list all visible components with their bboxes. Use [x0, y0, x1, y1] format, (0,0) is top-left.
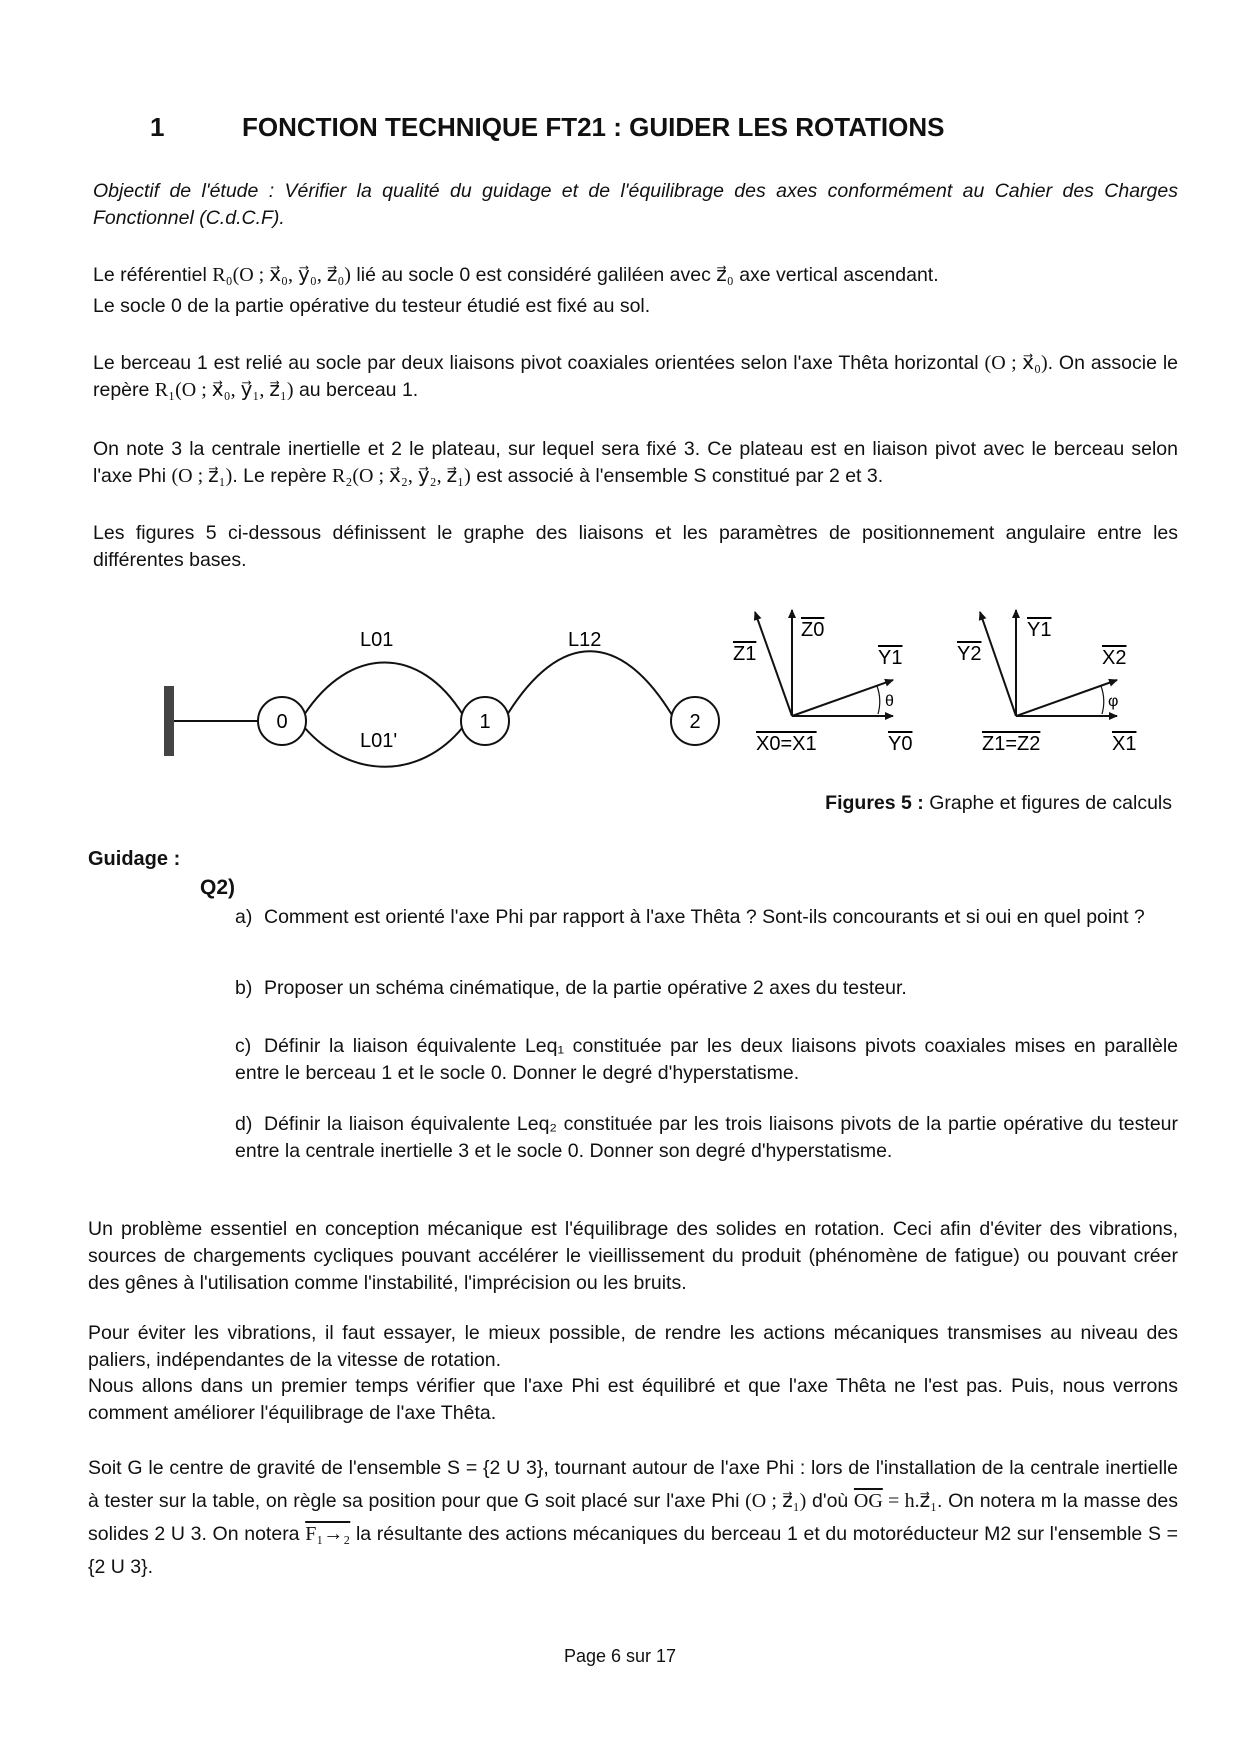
text: la résultante des actions mécaniques du berceau 1 et du motoréducteur M2 sur l'ensemble S = {2 U 3}.	[88, 1523, 1179, 1578]
gravity-paragraph	[88, 1452, 1178, 1584]
math-axis: (O ; z⃗₁)	[171, 465, 233, 487]
text: . On associe le repère	[93, 352, 1178, 401]
text: . Le repère	[232, 465, 333, 487]
guidage-heading: Guidage :	[88, 848, 181, 870]
section-title	[150, 112, 945, 143]
math-vector-og: $\overline{OG}$	[853, 1490, 883, 1512]
intro-paragraph-3	[93, 350, 1178, 404]
section-title-text: FONCTION TECHNIQUE FT21 : GUIDER LES ROTATIONS	[242, 112, 945, 142]
ground-symbol	[164, 686, 258, 756]
label-y0: Y0	[888, 733, 913, 755]
question-item-c	[235, 1033, 1178, 1087]
question-item-label: c)	[235, 1035, 252, 1057]
question-item-label: b)	[235, 977, 253, 999]
question-item-label: d)	[235, 1113, 253, 1135]
label-z1-z2: Z1=Z2	[982, 733, 1041, 755]
label-z0: Z0	[801, 619, 825, 641]
objective-paragraph: Objectif de l'étude : Vérifier la qualité du guidage et de l'équilibrage des axes conformément au Cahier des Charges Fonctionnel (C.d.C.F).	[93, 180, 1178, 229]
question-label: Q2)	[200, 876, 236, 899]
text: . On notera m la masse des solides 2 U 3. On notera	[88, 1490, 1179, 1545]
label-fig2-y1: Y1	[1027, 619, 1052, 641]
text: est associé à l'ensemble S constitué par 2 et 3.	[470, 465, 884, 487]
page-footer: Page 6 sur 17	[563, 1646, 677, 1666]
label-x0-x1: X0=X1	[756, 733, 817, 755]
figure-phi	[957, 610, 1136, 755]
graph-node-2-label: 2	[689, 711, 701, 733]
intro-paragraph-2: Le socle 0 de la partie opérative du testeur étudié est fixé au sol.	[93, 295, 651, 317]
question-item-b	[235, 975, 1178, 1002]
graph-node-0	[258, 697, 306, 745]
label-y1: Y1	[878, 647, 903, 669]
label-y2: Y2	[957, 643, 982, 665]
question-item-text: Proposer un schéma cinématique, de la partie opérative 2 axes du testeur.	[264, 977, 907, 999]
label-l01: L01	[360, 629, 394, 651]
text: au berceau 1.	[293, 379, 419, 401]
math-force: F₁→₂	[305, 1523, 351, 1545]
graph-node-0-label: 0	[276, 711, 288, 733]
label-l12: L12	[568, 629, 602, 651]
text: Le référentiel	[93, 264, 213, 286]
question-item-text: Définir la liaison équivalente Leq₁ constituée par les deux liaisons pivots coaxiales mises en parallèle entre le berceau 1 et le socle 0. Donner le degré d'hyperstatisme.	[235, 1035, 1178, 1084]
graph-node-2	[671, 697, 719, 745]
text: On note 3 la centrale inertielle et 2 le plateau, sur lequel sera fixé 3. Ce plateau est en liaison pivot avec le berceau selon l'axe Phi	[93, 438, 1178, 487]
figure-caption	[825, 792, 1172, 815]
label-z1: Z1	[733, 643, 757, 665]
figures-5	[0, 590, 1240, 790]
question-item-label: a)	[235, 906, 253, 928]
question-item-d	[235, 1111, 1178, 1165]
text: d'où	[806, 1490, 854, 1512]
math-axis: (O ; z⃗₁)	[745, 1490, 807, 1512]
balance-paragraph-3: Nous allons dans un premier temps vérifier que l'axe Phi est équilibré et que l'axe Thêta ne l'est pas. Puis, nous verrons comment améliorer l'équilibrage de l'axe Thêta.	[88, 1375, 1178, 1424]
math-vector: z⃗₀	[716, 264, 734, 286]
balance-paragraph-2: Pour éviter les vibrations, il faut essayer, le mieux possible, de rendre les actions mécaniques transmises au niveau des paliers, indépendantes de la vitesse de rotation.	[88, 1322, 1178, 1371]
figure-caption-text: Graphe et figures de calculs	[923, 792, 1172, 814]
text: Soit G le centre de gravité de l'ensemble S = {2 U 3}, tournant autour de l'axe Phi : lors de l'installation de la centrale inertielle à tester sur la table, on règle sa position pour que G soit placé sur l'axe Phi	[88, 1457, 1178, 1512]
question-item-a	[235, 904, 1178, 931]
math-ref: R₁(O ; x⃗₀, y⃗₁, z⃗₁)	[154, 379, 294, 401]
question-item-text: Comment est orienté l'axe Phi par rapport à l'axe Thêta ? Sont-ils concourants et si oui en quel point ?	[264, 906, 1145, 928]
math-ref: R₂(O ; x⃗₂, y⃗₂, z⃗₁)	[332, 465, 471, 487]
label-x1: X1	[1112, 733, 1137, 755]
math-axis: (O ; x⃗₀)	[984, 352, 1048, 374]
link-l01-upper	[304, 663, 463, 716]
text: lié au socle 0 est considéré galiléen avec	[350, 264, 717, 286]
intro-paragraph-1	[93, 262, 1178, 289]
label-l01-prime: L01'	[360, 730, 398, 752]
balance-paragraph-1: Un problème essentiel en conception mécanique est l'équilibrage des solides en rotation. Ceci afin d'éviter des vibrations, sources de chargements cycliques pouvant accélérer le vieillissement du produit (phénomène de fatigue) ou pouvant créer des gênes à l'utilisation comme l'instabilité, l'imprécision ou les bruits.	[88, 1218, 1178, 1294]
intro-paragraph-4	[93, 436, 1178, 490]
section-number: 1	[150, 112, 165, 142]
label-theta: θ	[885, 693, 894, 710]
intro-paragraph-5: Les figures 5 ci-dessous définissent le graphe des liaisons et les paramètres de positionnement angulaire entre les différentes bases.	[93, 522, 1178, 571]
text: axe vertical ascendant.	[733, 264, 939, 286]
label-x2: X2	[1102, 647, 1127, 669]
link-l12	[507, 651, 672, 715]
question-item-text: Définir la liaison équivalente Leq₂ constituée par les trois liaisons pivots de la partie opérative du testeur entre la centrale inertielle 3 et le socle 0. Donner son degré d'hyperstatisme.	[235, 1113, 1178, 1162]
figure-caption-label: Figures 5 :	[825, 792, 924, 814]
math-ref: R₀(O ; x⃗₀, y⃗₀, z⃗₀)	[212, 264, 351, 286]
graph-node-1-label: 1	[479, 711, 491, 733]
graph-node-1	[461, 697, 509, 745]
text: Le berceau 1 est relié au socle par deux liaisons pivot coaxiales orientées selon l'axe Thêta horizontal	[93, 352, 985, 374]
figure-theta	[733, 610, 912, 755]
math-expression: = h.z⃗₁	[882, 1490, 938, 1512]
label-phi: φ	[1108, 693, 1119, 710]
